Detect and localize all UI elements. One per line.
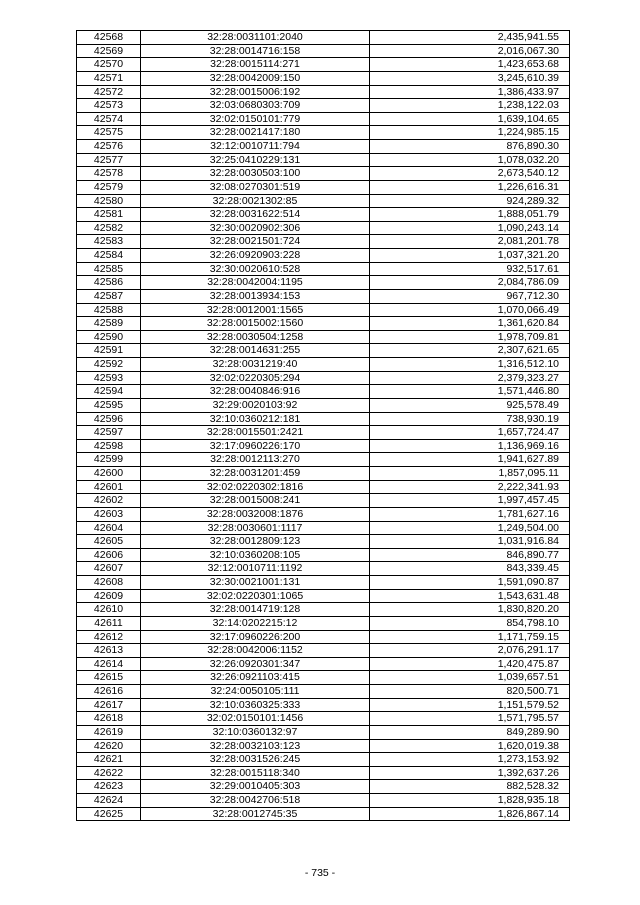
- table-row: [77, 167, 570, 181]
- amount-cell: 1,571,446.80: [370, 385, 570, 399]
- record-number-cell: 42589: [77, 317, 141, 331]
- amount-cell: 843,339.45: [370, 562, 570, 576]
- record-number-cell: 42614: [77, 657, 141, 671]
- amount-cell: 2,435,941.55: [370, 31, 570, 45]
- amount-cell: 1,386,433.97: [370, 85, 570, 99]
- cadastral-number-cell: 32:17:0960226:170: [141, 439, 370, 453]
- table-row: [77, 153, 570, 167]
- records-table: [76, 30, 570, 821]
- amount-cell: 1,830,820.20: [370, 603, 570, 617]
- amount-cell: 1,031,916.84: [370, 535, 570, 549]
- table-row: [77, 766, 570, 780]
- table-row: [77, 521, 570, 535]
- record-number-cell: 42585: [77, 262, 141, 276]
- table-row: [77, 576, 570, 590]
- table-row: [77, 398, 570, 412]
- cadastral-number-cell: 32:28:0042706:518: [141, 794, 370, 808]
- table-row: [77, 671, 570, 685]
- amount-cell: 1,941,627.89: [370, 453, 570, 467]
- cadastral-number-cell: 32:28:0031201:459: [141, 467, 370, 481]
- table-row: [77, 494, 570, 508]
- cadastral-number-cell: 32:02:0150101:1456: [141, 712, 370, 726]
- cadastral-number-cell: 32:28:0031101:2040: [141, 31, 370, 45]
- cadastral-number-cell: 32:12:0010711:1192: [141, 562, 370, 576]
- cadastral-number-cell: 32:28:0032008:1876: [141, 507, 370, 521]
- record-number-cell: 42601: [77, 480, 141, 494]
- table-row: [77, 426, 570, 440]
- table-row: [77, 753, 570, 767]
- table-row: [77, 535, 570, 549]
- record-number-cell: 42578: [77, 167, 141, 181]
- amount-cell: 2,307,621.65: [370, 344, 570, 358]
- amount-cell: 2,222,341.93: [370, 480, 570, 494]
- table-row: [77, 507, 570, 521]
- cadastral-number-cell: 32:28:0014716:158: [141, 44, 370, 58]
- amount-cell: 1,543,631.48: [370, 589, 570, 603]
- amount-cell: 738,930.19: [370, 412, 570, 426]
- table-row: [77, 412, 570, 426]
- table-row: [77, 31, 570, 45]
- amount-cell: 967,712.30: [370, 289, 570, 303]
- cadastral-number-cell: 32:08:0270301:519: [141, 180, 370, 194]
- record-number-cell: 42603: [77, 507, 141, 521]
- amount-cell: 1,657,724.47: [370, 426, 570, 440]
- record-number-cell: 42616: [77, 685, 141, 699]
- table-row: [77, 235, 570, 249]
- amount-cell: 849,289.90: [370, 725, 570, 739]
- table-row: [77, 562, 570, 576]
- record-number-cell: 42602: [77, 494, 141, 508]
- amount-cell: 854,798.10: [370, 616, 570, 630]
- amount-cell: 1,249,504.00: [370, 521, 570, 535]
- cadastral-number-cell: 32:10:0360208:105: [141, 548, 370, 562]
- amount-cell: 1,857,095.11: [370, 467, 570, 481]
- record-number-cell: 42568: [77, 31, 141, 45]
- table-row: [77, 221, 570, 235]
- record-number-cell: 42606: [77, 548, 141, 562]
- cadastral-number-cell: 32:10:0360325:333: [141, 698, 370, 712]
- record-number-cell: 42596: [77, 412, 141, 426]
- amount-cell: 1,571,795.57: [370, 712, 570, 726]
- record-number-cell: 42571: [77, 71, 141, 85]
- amount-cell: 1,039,657.51: [370, 671, 570, 685]
- cadastral-number-cell: 32:29:0020103:92: [141, 398, 370, 412]
- record-number-cell: 42573: [77, 99, 141, 113]
- record-number-cell: 42621: [77, 753, 141, 767]
- table-row: [77, 467, 570, 481]
- cadastral-number-cell: 32:28:0012001:1565: [141, 303, 370, 317]
- table-row: [77, 698, 570, 712]
- amount-cell: 1,828,935.18: [370, 794, 570, 808]
- cadastral-number-cell: 32:28:0042006:1152: [141, 644, 370, 658]
- cadastral-number-cell: 32:28:0014719:128: [141, 603, 370, 617]
- record-number-cell: 42580: [77, 194, 141, 208]
- cadastral-number-cell: 32:29:0010405:303: [141, 780, 370, 794]
- amount-cell: 1,151,579.52: [370, 698, 570, 712]
- record-number-cell: 42608: [77, 576, 141, 590]
- record-number-cell: 42609: [77, 589, 141, 603]
- table-row: [77, 358, 570, 372]
- amount-cell: 1,781,627.16: [370, 507, 570, 521]
- table-row: [77, 616, 570, 630]
- cadastral-number-cell: 32:28:0031526:245: [141, 753, 370, 767]
- amount-cell: 932,517.61: [370, 262, 570, 276]
- amount-cell: 1,136,969.16: [370, 439, 570, 453]
- amount-cell: 1,361,620.84: [370, 317, 570, 331]
- cadastral-number-cell: 32:25:0410229:131: [141, 153, 370, 167]
- record-number-cell: 42605: [77, 535, 141, 549]
- table-row: [77, 385, 570, 399]
- amount-cell: 1,591,090.87: [370, 576, 570, 590]
- record-number-cell: 42599: [77, 453, 141, 467]
- amount-cell: 1,070,066.49: [370, 303, 570, 317]
- amount-cell: 1,420,475.87: [370, 657, 570, 671]
- record-number-cell: 42588: [77, 303, 141, 317]
- table-row: [77, 276, 570, 290]
- table-row: [77, 317, 570, 331]
- record-number-cell: 42577: [77, 153, 141, 167]
- table-row: [77, 58, 570, 72]
- record-number-cell: 42607: [77, 562, 141, 576]
- cadastral-number-cell: 32:28:0015002:1560: [141, 317, 370, 331]
- cadastral-number-cell: 32:26:0920903:228: [141, 249, 370, 263]
- cadastral-number-cell: 32:28:0042009:150: [141, 71, 370, 85]
- table-row: [77, 126, 570, 140]
- table-row: [77, 330, 570, 344]
- amount-cell: 1,888,051.79: [370, 208, 570, 222]
- table-row: [77, 439, 570, 453]
- record-number-cell: 42612: [77, 630, 141, 644]
- record-number-cell: 42592: [77, 358, 141, 372]
- amount-cell: 924,289.32: [370, 194, 570, 208]
- record-number-cell: 42582: [77, 221, 141, 235]
- table-row: [77, 262, 570, 276]
- record-number-cell: 42613: [77, 644, 141, 658]
- amount-cell: 2,076,291.17: [370, 644, 570, 658]
- record-number-cell: 42610: [77, 603, 141, 617]
- table-row: [77, 548, 570, 562]
- cadastral-number-cell: 32:28:0030503:100: [141, 167, 370, 181]
- amount-cell: 1,273,153.92: [370, 753, 570, 767]
- amount-cell: 1,316,512.10: [370, 358, 570, 372]
- record-number-cell: 42581: [77, 208, 141, 222]
- table-row: [77, 99, 570, 113]
- cadastral-number-cell: 32:28:0031219:40: [141, 358, 370, 372]
- record-number-cell: 42618: [77, 712, 141, 726]
- cadastral-number-cell: 32:28:0015008:241: [141, 494, 370, 508]
- table-row: [77, 685, 570, 699]
- cadastral-number-cell: 32:28:0015501:2421: [141, 426, 370, 440]
- table-row: [77, 371, 570, 385]
- record-number-cell: 42570: [77, 58, 141, 72]
- record-number-cell: 42604: [77, 521, 141, 535]
- table-row: [77, 603, 570, 617]
- amount-cell: 2,081,201.78: [370, 235, 570, 249]
- amount-cell: 2,379,323.27: [370, 371, 570, 385]
- record-number-cell: 42593: [77, 371, 141, 385]
- table-row: [77, 249, 570, 263]
- cadastral-number-cell: 32:28:0032103:123: [141, 739, 370, 753]
- table-row: [77, 725, 570, 739]
- cadastral-number-cell: 32:10:0360212:181: [141, 412, 370, 426]
- cadastral-number-cell: 32:14:0202215:12: [141, 616, 370, 630]
- record-number-cell: 42576: [77, 140, 141, 154]
- record-number-cell: 42617: [77, 698, 141, 712]
- amount-cell: 1,826,867.14: [370, 807, 570, 821]
- amount-cell: 2,016,067.30: [370, 44, 570, 58]
- cadastral-number-cell: 32:28:0013934:153: [141, 289, 370, 303]
- cadastral-number-cell: 32:28:0015114:271: [141, 58, 370, 72]
- cadastral-number-cell: 32:28:0012745:35: [141, 807, 370, 821]
- record-number-cell: 42615: [77, 671, 141, 685]
- cadastral-number-cell: 32:28:0014631:255: [141, 344, 370, 358]
- cadastral-number-cell: 32:02:0220301:1065: [141, 589, 370, 603]
- amount-cell: 1,997,457.45: [370, 494, 570, 508]
- record-number-cell: 42622: [77, 766, 141, 780]
- page-number: - 735 -: [304, 867, 336, 879]
- cadastral-number-cell: 32:02:0150101:779: [141, 112, 370, 126]
- table-row: [77, 208, 570, 222]
- cadastral-number-cell: 32:28:0015118:340: [141, 766, 370, 780]
- table-row: [77, 644, 570, 658]
- table-row: [77, 289, 570, 303]
- record-number-cell: 42623: [77, 780, 141, 794]
- cadastral-number-cell: 32:28:0021302:85: [141, 194, 370, 208]
- table-row: [77, 630, 570, 644]
- record-number-cell: 42598: [77, 439, 141, 453]
- table-row: [77, 480, 570, 494]
- record-number-cell: 42584: [77, 249, 141, 263]
- cadastral-number-cell: 32:24:0050105:111: [141, 685, 370, 699]
- record-number-cell: 42625: [77, 807, 141, 821]
- amount-cell: 1,224,985.15: [370, 126, 570, 140]
- cadastral-number-cell: 32:28:0031622:514: [141, 208, 370, 222]
- table-row: [77, 589, 570, 603]
- table-row: [77, 807, 570, 821]
- amount-cell: 3,245,610.39: [370, 71, 570, 85]
- table-row: [77, 344, 570, 358]
- amount-cell: 1,392,637.26: [370, 766, 570, 780]
- cadastral-number-cell: 32:10:0360132:97: [141, 725, 370, 739]
- table-row: [77, 85, 570, 99]
- amount-cell: 1,238,122.03: [370, 99, 570, 113]
- table-row: [77, 303, 570, 317]
- record-number-cell: 42600: [77, 467, 141, 481]
- records-table-body: [77, 31, 570, 821]
- table-row: [77, 180, 570, 194]
- record-number-cell: 42575: [77, 126, 141, 140]
- table-row: [77, 453, 570, 467]
- cadastral-number-cell: 32:28:0030504:1258: [141, 330, 370, 344]
- table-row: [77, 44, 570, 58]
- cadastral-number-cell: 32:02:0220302:1816: [141, 480, 370, 494]
- cadastral-number-cell: 32:28:0012113:270: [141, 453, 370, 467]
- amount-cell: 1,037,321.20: [370, 249, 570, 263]
- cadastral-number-cell: 32:28:0030601:1117: [141, 521, 370, 535]
- cadastral-number-cell: 32:26:0920301:347: [141, 657, 370, 671]
- cadastral-number-cell: 32:26:0921103:415: [141, 671, 370, 685]
- cadastral-number-cell: 32:30:0020610:528: [141, 262, 370, 276]
- amount-cell: 2,673,540.12: [370, 167, 570, 181]
- record-number-cell: 42620: [77, 739, 141, 753]
- record-number-cell: 42619: [77, 725, 141, 739]
- table-row: [77, 112, 570, 126]
- amount-cell: 1,978,709.81: [370, 330, 570, 344]
- record-number-cell: 42569: [77, 44, 141, 58]
- cadastral-number-cell: 32:02:0220305:294: [141, 371, 370, 385]
- cadastral-number-cell: 32:28:0021417:180: [141, 126, 370, 140]
- record-number-cell: 42591: [77, 344, 141, 358]
- amount-cell: 820,500.71: [370, 685, 570, 699]
- amount-cell: 882,528.32: [370, 780, 570, 794]
- cadastral-number-cell: 32:28:0021501:724: [141, 235, 370, 249]
- amount-cell: 1,423,653.68: [370, 58, 570, 72]
- amount-cell: 1,171,759.15: [370, 630, 570, 644]
- cadastral-number-cell: 32:12:0010711:794: [141, 140, 370, 154]
- table-row: [77, 739, 570, 753]
- record-number-cell: 42594: [77, 385, 141, 399]
- record-number-cell: 42590: [77, 330, 141, 344]
- table-row: [77, 712, 570, 726]
- record-number-cell: 42587: [77, 289, 141, 303]
- cadastral-number-cell: 32:30:0021001:131: [141, 576, 370, 590]
- amount-cell: 925,578.49: [370, 398, 570, 412]
- record-number-cell: 42611: [77, 616, 141, 630]
- record-number-cell: 42597: [77, 426, 141, 440]
- cadastral-number-cell: 32:28:0042004:1195: [141, 276, 370, 290]
- record-number-cell: 42579: [77, 180, 141, 194]
- amount-cell: 1,090,243.14: [370, 221, 570, 235]
- table-row: [77, 780, 570, 794]
- amount-cell: 846,890.77: [370, 548, 570, 562]
- record-number-cell: 42583: [77, 235, 141, 249]
- record-number-cell: 42572: [77, 85, 141, 99]
- record-number-cell: 42574: [77, 112, 141, 126]
- amount-cell: 1,226,616.31: [370, 180, 570, 194]
- table-row: [77, 657, 570, 671]
- cadastral-number-cell: 32:28:0040846:916: [141, 385, 370, 399]
- table-row: [77, 194, 570, 208]
- amount-cell: 1,620,019.38: [370, 739, 570, 753]
- cadastral-number-cell: 32:30:0020902:306: [141, 221, 370, 235]
- amount-cell: 1,078,032.20: [370, 153, 570, 167]
- record-number-cell: 42624: [77, 794, 141, 808]
- table-row: [77, 71, 570, 85]
- amount-cell: 1,639,104.65: [370, 112, 570, 126]
- amount-cell: 2,084,786.09: [370, 276, 570, 290]
- record-number-cell: 42595: [77, 398, 141, 412]
- cadastral-number-cell: 32:28:0012809:123: [141, 535, 370, 549]
- cadastral-number-cell: 32:17:0960226:200: [141, 630, 370, 644]
- record-number-cell: 42586: [77, 276, 141, 290]
- table-row: [77, 140, 570, 154]
- cadastral-number-cell: 32:03:0680303:709: [141, 99, 370, 113]
- amount-cell: 876,890.30: [370, 140, 570, 154]
- table-row: [77, 794, 570, 808]
- cadastral-number-cell: 32:28:0015006:192: [141, 85, 370, 99]
